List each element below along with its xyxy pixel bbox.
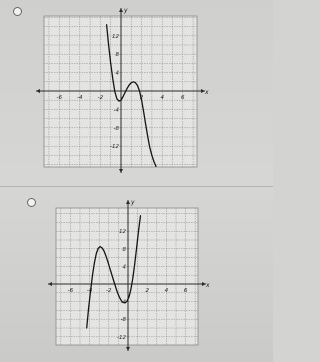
option-1-x-axis-label: x <box>205 89 209 96</box>
option-2-y-tick-label: -12 <box>117 334 126 341</box>
option-1-y-tick-label: 12 <box>112 33 119 40</box>
option-2-y-tick-label: 12 <box>119 229 126 236</box>
option-1-y-axis-label: y <box>124 7 128 14</box>
option-2-x-axis-label: x <box>206 282 210 289</box>
option-1-x-tick-label: 4 <box>160 95 164 101</box>
option-1-x-tick-label: 6 <box>181 95 185 101</box>
option-1-y-tick-label: -4 <box>113 107 119 114</box>
option-1-y-tick-label: -8 <box>113 125 119 132</box>
option-1-x-tick-label: -4 <box>77 95 83 101</box>
option-2-y-tick-label: 4 <box>122 264 126 271</box>
option-1-y-tick-label: -12 <box>110 144 119 151</box>
option-2-x-tick-label: -6 <box>67 288 74 294</box>
option-2-x-tick-label: -2 <box>106 288 112 294</box>
option-1-x-tick-label: -6 <box>56 95 62 101</box>
option-2-y-axis-arrow-down <box>126 347 130 351</box>
option-2-x-tick-label: 6 <box>183 288 188 294</box>
option-2-x-tick-label: 2 <box>145 288 149 294</box>
option-2-plot-area <box>56 208 198 345</box>
option-2-y-axis-label: y <box>131 199 135 206</box>
option-2-y-tick-label: -4 <box>120 299 126 306</box>
option-2-y-tick-label: 8 <box>122 246 126 253</box>
option-2-y-tick-label: -8 <box>120 317 126 324</box>
option-1-y-tick-label: 8 <box>115 52 119 59</box>
option-2-x-tick-label: 4 <box>164 288 169 294</box>
option-1-y-tick-label: 4 <box>115 70 119 77</box>
option-2-x-axis-arrow-left <box>48 282 52 286</box>
option-1-x-tick-label: 2 <box>139 95 144 101</box>
option-1-x-tick-label: -2 <box>97 95 104 101</box>
option-2-y-axis-arrow-up <box>126 200 130 204</box>
option-2-x-tick-label: -4 <box>86 288 93 294</box>
